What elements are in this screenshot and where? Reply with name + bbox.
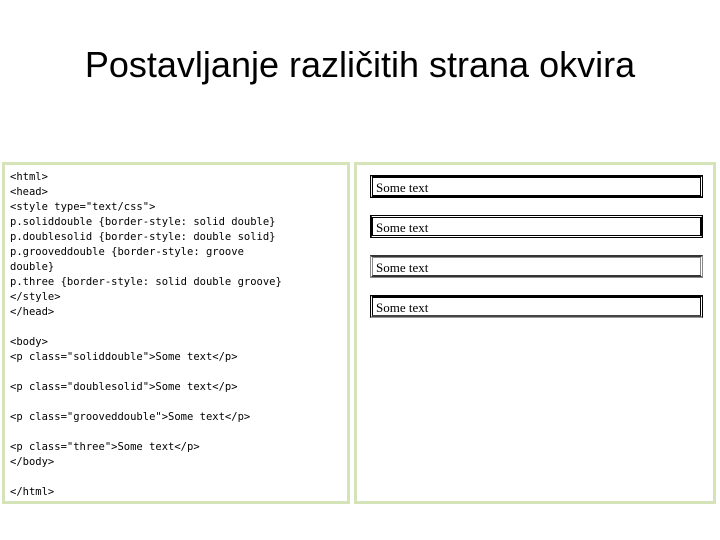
- code-line: <p class="grooveddouble">Some text</p>: [10, 411, 251, 423]
- code-line: p.doublesolid {border-style: double solid}: [10, 231, 276, 243]
- code-line: <style type="text/css">: [10, 201, 156, 213]
- code-line-blank: [10, 320, 347, 335]
- code-panel: [2, 162, 350, 504]
- render-preview-panel: [354, 162, 716, 504]
- code-line: <body>: [10, 336, 48, 348]
- code-line-blank: [10, 470, 347, 485]
- code-line-blank: [10, 395, 347, 410]
- code-line: <p class="doublesolid">Some text</p>: [10, 381, 238, 393]
- code-line: p.three {border-style: solid double groove}: [10, 276, 282, 288]
- code-line: double}: [10, 261, 55, 273]
- three-paragraph: Some text: [370, 295, 703, 318]
- code-line: <html>: [10, 171, 48, 183]
- soliddouble-paragraph: Some text: [370, 175, 703, 198]
- grooveddouble-paragraph: Some text: [370, 255, 703, 278]
- code-line: </body>: [10, 456, 55, 468]
- code-line: </html>: [10, 486, 55, 498]
- code-line: p.soliddouble {border-style: solid double}: [10, 216, 276, 228]
- code-line: <p class="three">Some text</p>: [10, 441, 200, 453]
- code-line: <p class="soliddouble">Some text</p>: [10, 351, 238, 363]
- code-line-blank: [10, 365, 347, 380]
- slide-title: Postavljanje različitih strana okvira: [84, 44, 636, 85]
- code-line: </head>: [10, 306, 55, 318]
- code-line: p.grooveddouble {border-style: groove: [10, 246, 244, 258]
- doublesolid-paragraph: Some text: [370, 215, 703, 238]
- code-line: <head>: [10, 186, 48, 198]
- code-line-blank: [10, 425, 347, 440]
- code-lines: [5, 165, 347, 500]
- code-line: </style>: [10, 291, 61, 303]
